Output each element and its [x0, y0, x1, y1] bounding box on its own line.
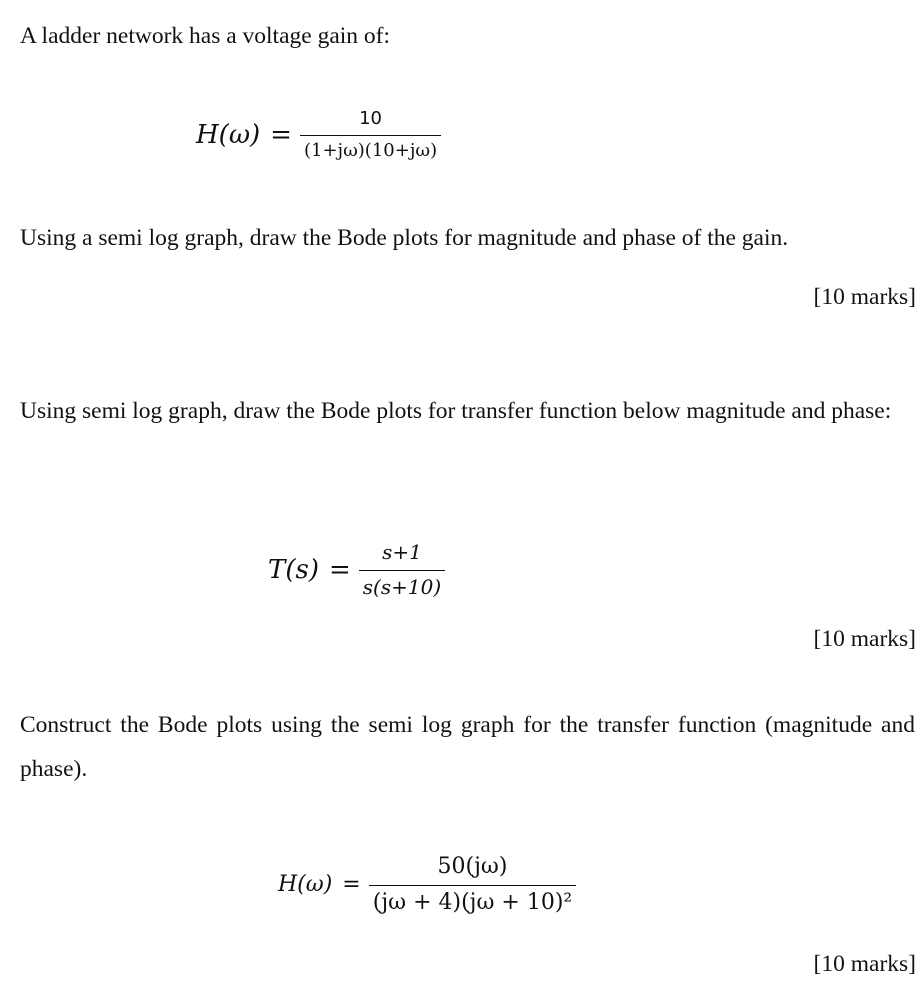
q2-instruction: Using semi log graph, draw the Bode plots for transfer function below magnitude and phase:: [20, 398, 892, 424]
q1-instruction: Using a semi log graph, draw the Bode plots for magnitude and phase of the gain.: [20, 225, 789, 251]
q1-fraction: [302, 108, 439, 161]
q2-marks: [10 marks]: [813, 626, 916, 652]
q3-equation-lhs: H(ω): [278, 872, 333, 897]
q1-denominator: (1+jω)(10+jω): [303, 140, 438, 161]
q3-marks: [10 marks]: [813, 951, 916, 977]
q3-equation-equals: =: [342, 872, 361, 897]
q1-intro: A ladder network has a voltage gain of:: [20, 23, 391, 49]
q3-fraction: [371, 854, 575, 915]
q1-marks: [10 marks]: [813, 284, 916, 310]
q2-equation: [268, 540, 443, 599]
q2-fraction: [361, 540, 443, 599]
q1-equation: [196, 108, 439, 161]
q2-numerator: s+1: [359, 540, 445, 571]
q3-equation: [278, 854, 574, 915]
q3-denominator: (jω + 4)(jω + 10)²: [372, 890, 573, 915]
q3-instruction: Construct the Bode plots using the semi log graph for the transfer function (magnitude and phase).: [20, 712, 915, 782]
q1-equation-equals: =: [270, 119, 292, 150]
q1-numerator: 10: [300, 108, 441, 136]
q2-equation-equals: =: [328, 554, 351, 585]
q2-equation-lhs: T(s): [268, 554, 319, 585]
q3-numerator: 50(jω): [369, 854, 577, 886]
q1-equation-lhs: H(ω): [196, 119, 261, 150]
q2-denominator: s(s+10): [362, 575, 442, 599]
